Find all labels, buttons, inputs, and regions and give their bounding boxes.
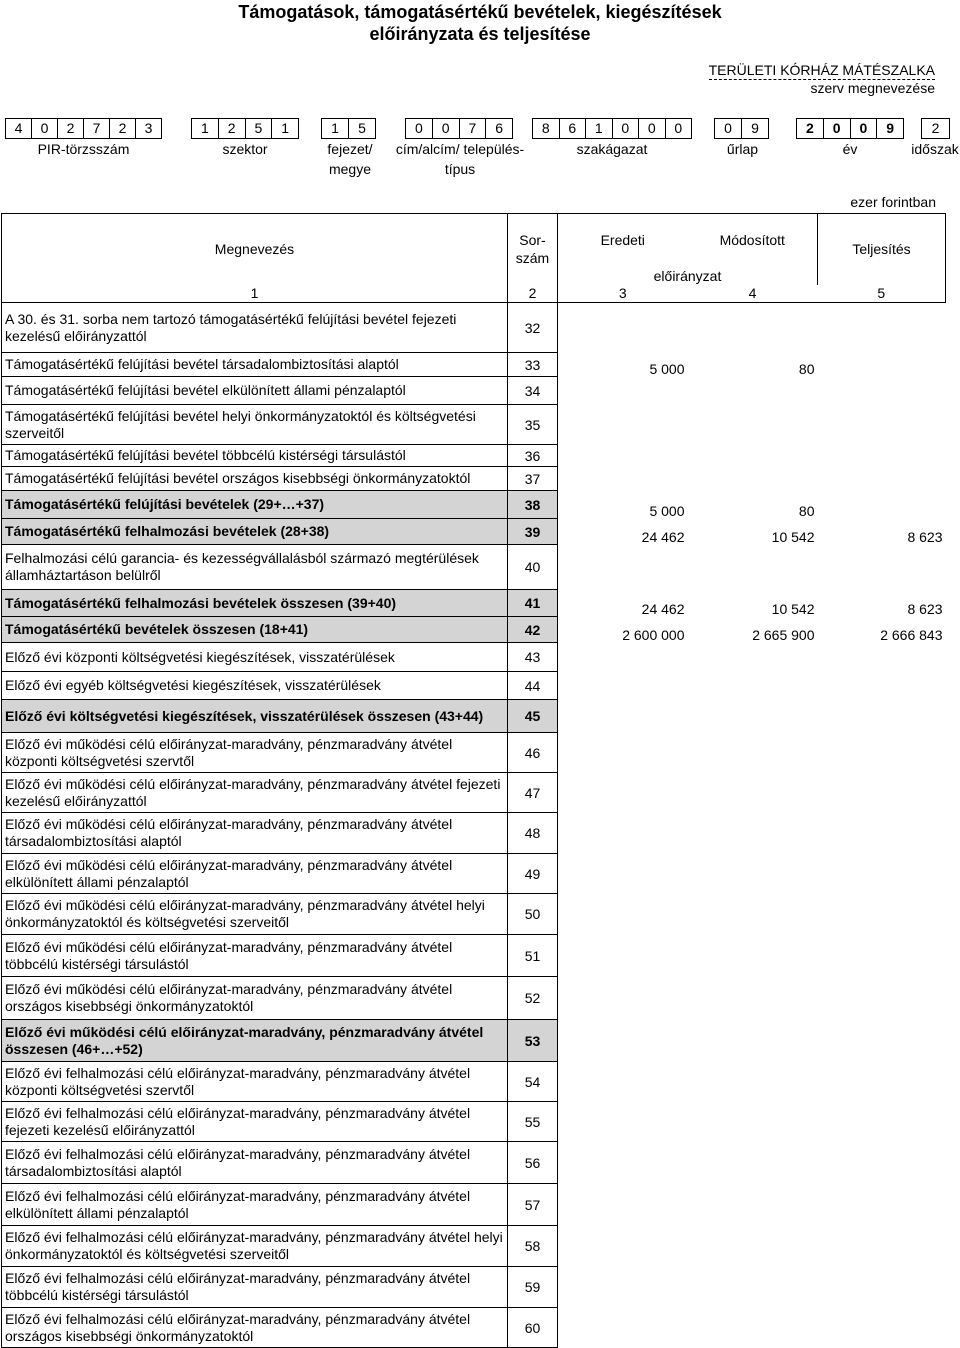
code-label: fejezet/ megye [327,141,373,177]
table-row [2,854,946,894]
code-digit: 2 [109,119,135,138]
code-digit: 0 [850,119,877,138]
modositott-value [688,1062,818,1102]
row-name: Támogatásértékű felújítási bevétel országos kisebbségi önkormányzatoktól [2,467,508,491]
row-name: Támogatásértékű felhalmozási bevételek (28+38) [2,519,508,545]
table-row [2,700,946,733]
table-row [2,1184,946,1226]
eredeti-value: 2 600 000 [622,626,685,643]
code-box [714,118,769,139]
code-digit: 8 [541,120,550,136]
table-row [2,733,946,773]
code-box [921,118,950,139]
header-modositott: Módosított [688,214,818,267]
table-row [2,467,946,491]
table-row [2,1308,946,1348]
code-label: PIR-törzsszám [37,141,130,157]
code-box [191,118,299,139]
row-number: 39 [508,519,558,545]
code-box [5,118,162,139]
teljesites-value [818,672,946,700]
row-name: Támogatásértékű bevételek összesen (18+41) [2,617,508,643]
modositott-value [688,1226,818,1267]
row-name: Támogatásértékű felújítási bevétel többcélú kistérségi társulástól [2,445,508,467]
row-name: Előző évi felhalmozási célú előirányzat-maradvány, pénzmaradvány átvétel társadalombiztosítási alaptól [2,1142,508,1184]
eredeti-value [558,1062,688,1102]
code-digit: 9 [741,119,768,138]
page-subtitle: előirányzata és teljesítése [369,24,591,44]
teljesites-value [818,935,946,977]
eredeti-value [558,935,688,977]
table-row [2,519,946,545]
eredeti-value [558,445,688,467]
eredeti-value [558,1226,688,1267]
teljesites-value [818,1226,946,1267]
row-name: Támogatásértékű felújítási bevétel társadalombiztosítási alaptól [2,353,508,377]
row-name: Támogatásértékű felhalmozási bevételek összesen (39+40) [2,590,508,617]
code-label: űrlap [726,141,759,157]
row-number: 57 [508,1184,558,1226]
unit-label: ezer forintban [850,194,936,210]
code-digit: 0 [724,120,732,136]
code-digit: 0 [612,119,639,138]
eredeti-value [558,733,688,773]
column-number-2: 2 [508,285,558,303]
code-digit: 6 [559,119,586,138]
eredeti-value: 5 000 [649,502,685,519]
row-number: 40 [508,545,558,590]
row-name: Támogatásértékű felújítási bevétel elkülönített állami pénzalaptól [2,377,508,405]
code-label: szakágazat [576,141,648,157]
table-row [2,590,946,617]
teljesites-value [818,303,946,353]
modositott-value: 10 542 [771,528,815,545]
header-sorszam: Sor-szám [508,214,558,285]
table-row [2,1062,946,1102]
row-name: Előző évi felhalmozási célú előirányzat-maradvány, pénzmaradvány átvétel fejezeti kezelésű előirányzattól [2,1102,508,1142]
code-digit: 2 [805,120,814,136]
row-name: Előző évi költségvetési kiegészítések, visszatérülések összesen (43+44) [2,700,508,733]
modositott-value [688,377,818,405]
table-row [2,1142,946,1184]
row-name: Előző évi működési célú előirányzat-maradvány, pénzmaradvány átvétel összesen (46+…+52) [2,1020,508,1062]
code-digit: 0 [432,119,459,138]
modositott-value [688,854,818,894]
teljesites-value [818,1308,946,1348]
table-row [2,1226,946,1267]
code-box [796,118,904,139]
row-name: Előző évi működési célú előirányzat-maradvány, pénzmaradvány átvétel többcélú kistérségi társulástól [2,935,508,977]
modositott-value [688,303,818,353]
teljesites-value: 2 666 843 [880,626,943,643]
modositott-value: 10 542 [771,600,815,617]
organization-name: TERÜLETI KÓRHÁZ MÁTÉSZALKA [708,62,935,78]
teljesites-value [818,813,946,854]
table-row [2,1102,946,1142]
table-row [2,491,946,519]
eredeti-value [558,894,688,935]
eredeti-value [558,700,688,733]
teljesites-value: 8 623 [907,528,943,545]
modositott-value: 80 [798,502,815,519]
code-digit: 7 [459,119,486,138]
code-digit: 2 [218,119,245,138]
organization-block [635,62,935,96]
modositott-value [688,1308,818,1348]
row-number: 36 [508,445,558,467]
row-name: Támogatásértékű felújítási bevétel helyi önkormányzatoktól és költségvetési szerveitől [2,405,508,445]
teljesites-value [818,1267,946,1308]
row-name: Támogatásértékű felújítási bevételek (29+…+37) [2,491,508,519]
code-label: szektor [222,141,268,157]
table-row [2,672,946,700]
code-digit: 5 [348,119,375,138]
eredeti-value [558,977,688,1020]
code-digit: 3 [135,119,161,138]
row-name: Előző évi felhalmozási célú előirányzat-maradvány, pénzmaradvány átvétel központi költségvetési szervtől [2,1062,508,1102]
row-number: 34 [508,377,558,405]
row-name: Előző évi működési célú előirányzat-maradvány, pénzmaradvány átvétel központi költségvetési szervtől [2,733,508,773]
column-number-5: 5 [818,285,946,303]
header-teljesites: Teljesítés [818,214,946,285]
modositott-value [688,773,818,813]
row-number: 42 [508,617,558,643]
table-row [2,935,946,977]
eredeti-value [558,773,688,813]
teljesites-value [818,1102,946,1142]
code-digit: 1 [200,120,209,136]
row-number: 48 [508,813,558,854]
table-row [2,617,946,643]
code-label: időszak [911,141,959,157]
row-number: 49 [508,854,558,894]
code-digit: 7 [83,119,109,138]
header-megnevezes: Megnevezés [2,214,508,285]
teljesites-value [818,1062,946,1102]
modositott-value [688,733,818,773]
row-number: 37 [508,467,558,491]
column-number-1: 1 [2,285,508,303]
row-number: 53 [508,1020,558,1062]
table-row [2,773,946,813]
row-number: 38 [508,491,558,519]
row-name: Előző évi működési célú előirányzat-maradvány, pénzmaradvány átvétel társadalombiztosítási alaptól [2,813,508,854]
code-digit: 4 [14,120,23,136]
teljesites-value [818,773,946,813]
code-digit: 1 [271,119,298,138]
code-label: év [842,141,858,157]
row-name: Előző évi működési célú előirányzat-maradvány, pénzmaradvány átvétel fejezeti kezelésű előirányzattól [2,773,508,813]
modositott-value [688,445,818,467]
teljesites-value [818,643,946,672]
teljesites-value [818,1020,946,1062]
column-number-3: 3 [558,285,688,303]
row-name: Előző évi működési célú előirányzat-maradvány, pénzmaradvány átvétel elkülönített állami pénzalaptól [2,854,508,894]
table-row [2,377,946,405]
table-row [2,303,946,353]
modositott-value [688,1142,818,1184]
row-name: Előző évi felhalmozási célú előirányzat-maradvány, pénzmaradvány átvétel országos kisebbségi önkormányzatoktól [2,1308,508,1348]
table-row [2,1020,946,1062]
row-number: 47 [508,773,558,813]
eredeti-value [558,1142,688,1184]
teljesites-value [818,854,946,894]
eredeti-value [558,303,688,353]
eredeti-value [558,813,688,854]
modositott-value [688,1102,818,1142]
teljesites-value [818,700,946,733]
code-digit: 6 [485,119,512,138]
modositott-value [688,813,818,854]
row-number: 44 [508,672,558,700]
modositott-value [688,1020,818,1062]
code-box [321,118,376,139]
code-digit: 0 [638,119,665,138]
code-box [532,118,692,139]
modositott-value [688,467,818,491]
row-name: Előző évi felhalmozási célú előirányzat-maradvány, pénzmaradvány átvétel helyi önkormányzatoktól és költségvetési szerveitől [2,1226,508,1267]
teljesites-value [818,977,946,1020]
teljesites-value [818,1184,946,1226]
eredeti-value [558,1102,688,1142]
teljesites-value [818,353,946,377]
code-digit: 0 [414,120,423,136]
row-name: Előző évi felhalmozási célú előirányzat-maradvány, pénzmaradvány átvétel elkülönített állami pénzalaptól [2,1184,508,1226]
code-digit: 1 [585,119,612,138]
code-digit: 0 [31,119,57,138]
header-eredeti: Eredeti [558,214,688,267]
teljesites-value [818,405,946,445]
eredeti-value [558,467,688,491]
modositott-value [688,545,818,590]
row-number: 33 [508,353,558,377]
table-row [2,894,946,935]
eredeti-value: 5 000 [649,360,685,377]
teljesites-value [818,491,946,519]
teljesites-value: 8 623 [907,600,943,617]
code-digit: 0 [665,119,692,138]
table-row [2,353,946,377]
modositott-value: 2 665 900 [752,626,815,643]
teljesites-value [818,467,946,491]
row-number: 50 [508,894,558,935]
row-number: 55 [508,1102,558,1142]
modositott-value [688,977,818,1020]
row-number: 51 [508,935,558,977]
modositott-value [688,643,818,672]
modositott-value: 80 [798,360,815,377]
row-name: Felhalmozási célú garancia- és kezességvállalásból származó megtérülések államháztartáson belülről [2,545,508,590]
row-name: Előző évi egyéb költségvetési kiegészítések, visszatérülések [2,672,508,700]
eredeti-value [558,643,688,672]
table-row [2,545,946,590]
modositott-value [688,1267,818,1308]
row-name: Előző évi felhalmozási célú előirányzat-maradvány, pénzmaradvány átvétel többcélú kistérségi társulástól [2,1267,508,1308]
row-number: 58 [508,1226,558,1267]
row-number: 59 [508,1267,558,1308]
row-number: 60 [508,1308,558,1348]
row-number: 43 [508,643,558,672]
row-number: 56 [508,1142,558,1184]
data-table [1,213,946,1348]
teljesites-value [818,377,946,405]
row-number: 52 [508,977,558,1020]
modositott-value [688,894,818,935]
code-digit: 5 [245,119,272,138]
table-row [2,643,946,672]
teljesites-value [818,545,946,590]
teljesites-value [818,733,946,773]
eredeti-value [558,545,688,590]
row-number: 46 [508,733,558,773]
table-row [2,405,946,445]
teljesites-value [818,894,946,935]
row-number: 54 [508,1062,558,1102]
teljesites-value [818,445,946,467]
row-name: Előző évi működési célú előirányzat-maradvány, pénzmaradvány átvétel helyi önkormányzatoktól és költségvetési szerveitől [2,894,508,935]
row-name: Előző évi működési célú előirányzat-maradvány, pénzmaradvány átvétel országos kisebbségi önkormányzatoktól [2,977,508,1020]
eredeti-value [558,672,688,700]
table-row [2,977,946,1020]
row-number: 32 [508,303,558,353]
code-box [405,118,513,139]
eredeti-value [558,377,688,405]
row-number: 41 [508,590,558,617]
eredeti-value [558,1308,688,1348]
code-digit: 9 [876,119,903,138]
eredeti-value [558,1020,688,1062]
eredeti-value: 24 462 [641,528,685,545]
organization-caption: szerv megnevezése [810,80,935,96]
row-name: Előző évi központi költségvetési kiegészítések, visszatérülések [2,643,508,672]
eredeti-value [558,1267,688,1308]
modositott-value [688,672,818,700]
code-label: cím/alcím/ település-típus [395,141,525,177]
eredeti-value [558,854,688,894]
table-row [2,1267,946,1308]
modositott-value [688,935,818,977]
table-row [2,445,946,467]
row-name: A 30. és 31. sorba nem tartozó támogatásértékű felújítási bevétel fejezeti kezelésű előirányzattól [2,303,508,353]
eredeti-value [558,1184,688,1226]
modositott-value [688,405,818,445]
code-digit: 2 [57,119,83,138]
row-number: 35 [508,405,558,445]
modositott-value [688,1184,818,1226]
eredeti-value [558,405,688,445]
column-number-4: 4 [688,285,818,303]
code-digit: 1 [331,120,339,136]
page-title: Támogatások, támogatásértékű bevételek, kiegészítések [238,2,722,22]
table-row [2,813,946,854]
row-number: 45 [508,700,558,733]
eredeti-value: 24 462 [641,600,685,617]
code-digit: 2 [931,120,940,136]
header-eloiranyzat: előirányzat [653,267,722,284]
teljesites-value [818,1142,946,1184]
modositott-value [688,700,818,733]
code-digit: 0 [823,119,850,138]
